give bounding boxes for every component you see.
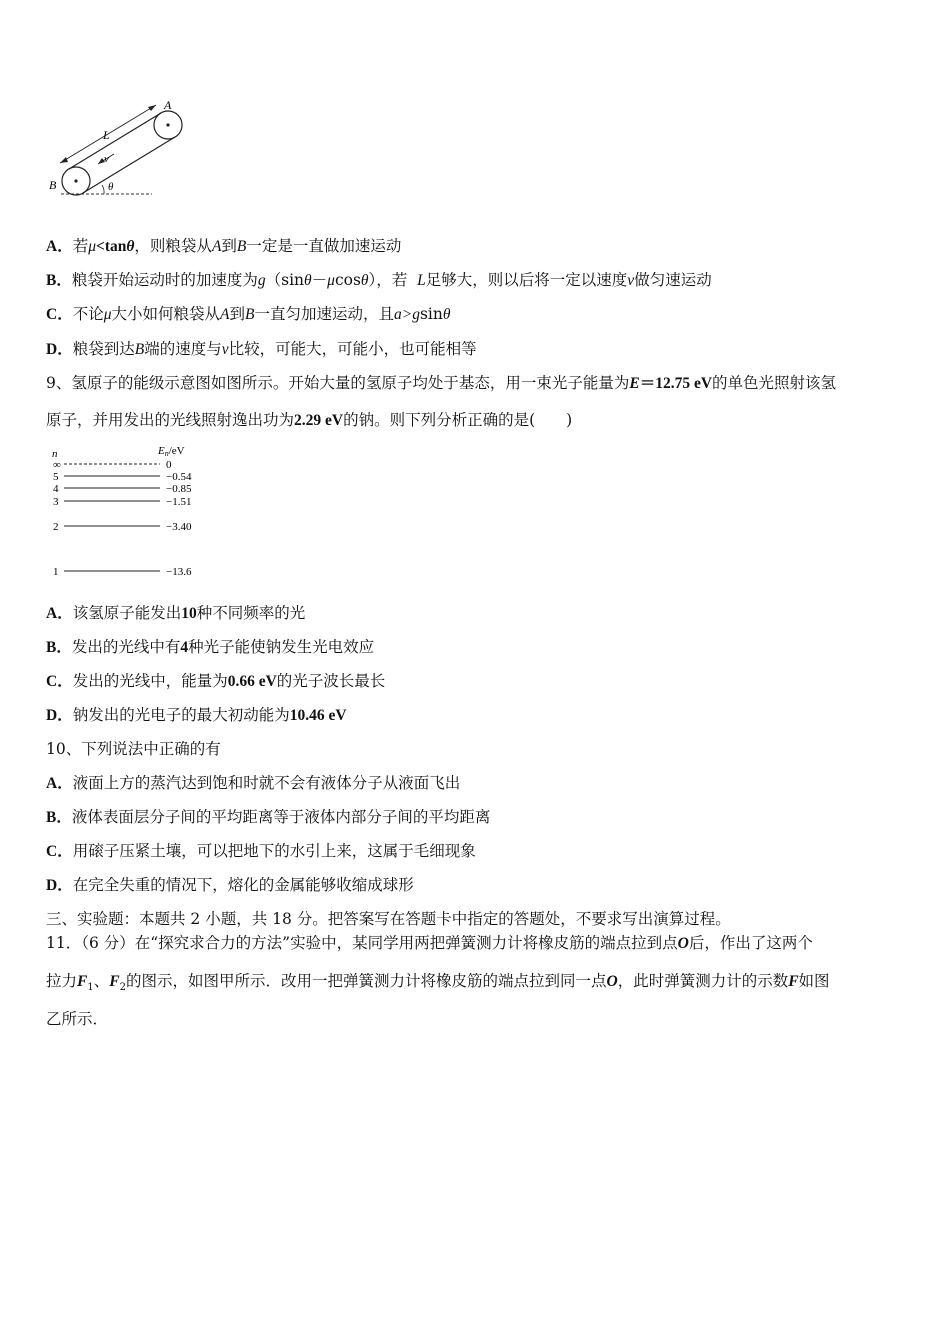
label-a: A [164,98,172,112]
q9-stem-line1: 9、氢原子的能级示意图如图所示。开始大量的氢原子均处于基态，用一束光子能量为E＝12.75 eV的单色光照射该氢 [46,374,837,392]
label-l: L [103,128,110,142]
q9-option-a[interactable]: A．该氢原子能发出10种不同频率的光 [46,604,306,622]
level-energy-label: 0 [166,459,172,471]
section-heading: 三、实验题：本题共 2 小题，共 18 分。把答案写在答题卡中指定的答题处，不要求写出演算过程。 [46,910,731,928]
q11-line2: 拉力$F_1$、$F_2$的图示，如图甲所示．改用一把弹簧测力计将橡皮筋的端点拉到同一点O，此时弹簧测力计的示数F如图 [46,972,830,994]
level-energy-label: −3.40 [166,521,192,533]
q10-stem: 10、下列说法中正确的有 [46,740,221,758]
q10-option-c[interactable]: C．用磙子压紧土壤，可以把地下的水引上来，这属于毛细现象 [46,842,476,860]
level-energy-label: −0.85 [166,483,192,495]
q8-option-b[interactable]: B．粮袋开始运动时的加速度为g（sinθ－μcosθ），若 L足够大，则以后将一定以速度v做匀速运动 [46,271,712,289]
conveyor-figure [44,96,194,200]
q9-option-b[interactable]: B．发出的光线中有4种光子能使钠发生光电效应 [46,638,375,656]
level-energy-label: −0.54 [166,471,192,483]
level-n-label: 2 [53,521,59,533]
level-energy-label: −13.6 [166,566,192,578]
level-n-label: 4 [53,483,59,495]
q11-line1: 11．（6 分）在“探究求合力的方法”实验中，某同学用两把弹簧测力计将橡皮筋的端点拉到点O后，作出了这两个 [46,934,813,952]
q10-option-d[interactable]: D．在完全失重的情况下，熔化的金属能够收缩成球形 [46,876,414,894]
energy-level-diagram [46,442,216,584]
q8-option-d[interactable]: D．粮袋到达B端的速度与v比较，可能大，可能小，也可能相等 [46,340,477,358]
label-theta: θ [108,181,114,193]
q8-option-a[interactable]: A．若μ<tanθ，则粮袋从A到B一定是一直做加速运动 [46,237,402,255]
label-v: v [104,153,109,165]
q10-option-b[interactable]: B．液体表面层分子间的平均距离等于液体内部分子间的平均距离 [46,808,491,826]
q8-option-c[interactable]: C．不论μ大小如何粮袋从A到B一直匀加速运动，且a>gsinθ [46,305,451,323]
q9-option-c[interactable]: C．发出的光线中，能量为0.66 eV的光子波长最长 [46,672,386,690]
q9-option-d[interactable]: D．钠发出的光电子的最大初动能为10.46 eV [46,706,347,724]
label-b: B [49,178,57,192]
level-n-label: 1 [53,566,59,578]
level-n-label: 3 [53,496,59,508]
level-n-label: ∞ [53,459,61,471]
level-energy-label: −1.51 [166,496,192,508]
energy-axis-label: En/eV [158,445,185,458]
q11-line3: 乙所示． [46,1010,109,1028]
level-n-label: 5 [53,471,59,483]
q10-option-a[interactable]: A．液面上方的蒸汽达到饱和时就不会有液体分子从液面飞出 [46,774,461,792]
n-axis-label: n [52,448,58,460]
q9-stem-line2: 原子，并用发出的光线照射逸出功为2.29 eV的钠。则下列分析正确的是( ) [46,411,573,429]
